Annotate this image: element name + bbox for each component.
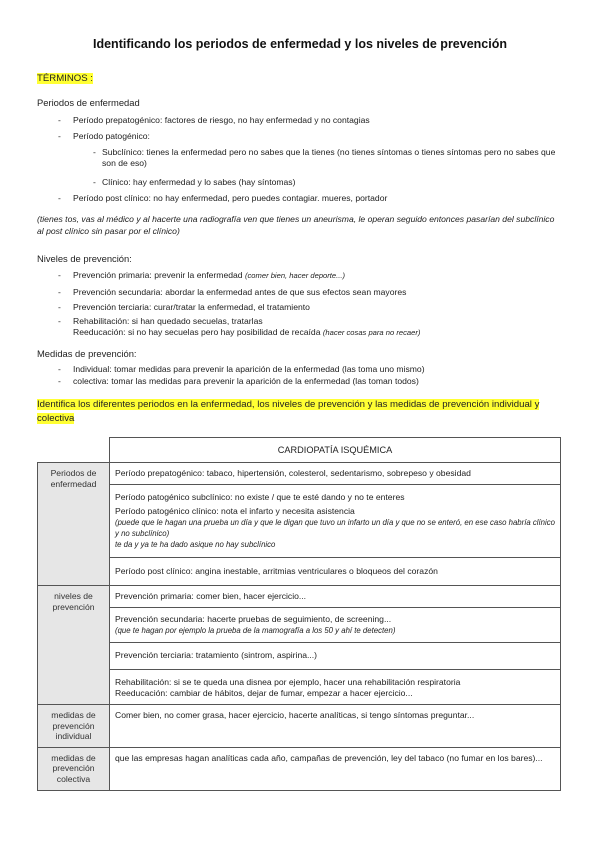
cell-pat-clinico: Período patogénico clínico: nota el infarto y necesita asistencia: [115, 506, 355, 516]
row-label-niveles: niveles de prevención: [38, 586, 110, 705]
cell-rehabilitacion: [110, 670, 561, 705]
bullet-dash: -: [58, 131, 61, 141]
periodo-patogenico: Período patogénico:: [73, 131, 150, 141]
periodos-heading: Periodos de enfermedad: [37, 97, 140, 108]
row-label-colectiva: medidas de prevención colectiva: [38, 747, 110, 791]
nivel-primaria: [73, 270, 345, 281]
table-header: CARDIOPATÍA ISQUÉMICA: [110, 438, 561, 463]
cell-pat-note1: (puede que le hagan una prueba un día y que le digan que tuvo un infarto un día y que no se enteró, en ese caso habría clínico y no subclínico): [115, 518, 555, 538]
cell-prepatogenico: Período prepatogénico: tabaco, hipertensión, colesterol, sedentarismo, sobrepeso y obesidad: [110, 463, 561, 485]
task-highlight: Identifica los diferentes periodos en la enfermedad, los niveles de prevención y las medidas de prevención individual y colectiva: [37, 399, 540, 424]
table-row: [38, 670, 561, 705]
nivel-reeducacion: [73, 327, 420, 338]
periodo-prepatogenico: Período prepatogénico: factores de riesgo, no hay enfermedad y no contagias: [73, 115, 370, 125]
periodo-subclinico: Subclínico: tienes la enfermedad pero no sabes que la tienes (no tienes síntomas o tienes síntomas pero no sabes que son de eso): [102, 147, 556, 168]
table-row: [38, 485, 561, 558]
row-label-individual: medidas de prevención individual: [38, 705, 110, 748]
bullet-dash: -: [58, 316, 61, 326]
cell-rehabilitacion-text: Rehabilitación: si se te queda una disnea por ejemplo, hacer una rehabilitación respiratoria: [115, 677, 461, 687]
table-row: [38, 705, 561, 748]
nivel-reeducacion-note: (hacer cosas para no recaer): [322, 328, 421, 337]
table-row: [38, 608, 561, 643]
nivel-terciaria: Prevención terciaria: curar/tratar la enfermedad, el tratamiento: [73, 302, 310, 312]
cell-secundaria-text: Prevención secundaria: hacerte pruebas de seguimiento, de screening...: [115, 614, 392, 624]
niveles-heading: Niveles de prevención:: [37, 253, 132, 264]
medida-individual: Individual: tomar medidas para prevenir la aparición de la enfermedad (las toma uno mismo): [73, 364, 425, 374]
medida-colectiva: colectiva: tomar las medidas para prevenir la aparición de la enfermedad (las toman todos): [73, 376, 419, 386]
cell-secundaria-note: (que te hagan por ejemplo la prueba de la mamografía a los 50 y ahí te detecten): [115, 626, 396, 635]
bullet-dash: -: [58, 302, 61, 312]
page-title: Identificando los periodos de enfermedad y los niveles de prevención: [93, 37, 507, 51]
table-row: [38, 463, 561, 485]
bullet-dash: -: [58, 193, 61, 203]
cell-patogenico: [110, 485, 561, 558]
bullet-dash: -: [58, 376, 61, 386]
bullet-dash: -: [58, 270, 61, 280]
aneurisma-note: (tienes tos, vas al médico y al hacerte una radiografía ven que tienes un aneurisma, le operan seguido entonces pasarían del subclínico al post clínico sin pasar por el clínico): [37, 214, 555, 236]
periodo-clinico: Clínico: hay enfermedad y lo sabes (hay síntomas): [102, 177, 296, 187]
bullet-dash: -: [58, 364, 61, 374]
bullet-dash: -: [93, 147, 96, 157]
terms-label: [37, 73, 93, 84]
table-header-row: [38, 438, 561, 463]
nivel-primaria-note: (comer bien, hacer deporte...): [244, 271, 346, 280]
nivel-secundaria: Prevención secundaria: abordar la enfermedad antes de que sus efectos sean mayores: [73, 287, 407, 297]
bullet-dash: -: [58, 115, 61, 125]
table-row: [38, 747, 561, 791]
medidas-heading: Medidas de prevención:: [37, 348, 137, 359]
cell-primaria: Prevención primaria: comer bien, hacer ejercicio...: [110, 586, 561, 608]
task-instruction: [37, 398, 577, 426]
cell-secundaria: [110, 608, 561, 643]
periodo-post-clinico: Período post clínico: no hay enfermedad, pero puedes contagiar. mueres, portador: [73, 193, 388, 203]
nivel-primaria-text: Prevención primaria: prevenir la enfermedad: [73, 270, 243, 280]
cell-pat-note2: te da y ya te ha dado asique no hay subclínico: [115, 540, 276, 549]
cell-terciaria: Prevención terciaria: tratamiento (sintrom, aspirina...): [110, 643, 561, 670]
bullet-dash: -: [93, 177, 96, 187]
terms-highlight: TÉRMINOS :: [37, 73, 93, 84]
table-row: [38, 586, 561, 608]
table-row: [38, 643, 561, 670]
cell-post-clinico: Período post clínico: angina inestable, arritmias ventriculares o bloqueos del corazón: [110, 558, 561, 586]
table-corner-cell: [38, 438, 110, 463]
nivel-reeducacion-text: Reeducación: si no hay secuelas pero hay posibilidad de recaída: [73, 327, 321, 337]
cardiopatia-table: [37, 437, 561, 791]
cell-reeducacion-text: Reeducación: cambiar de hábitos, dejar de fumar, empezar a hacer ejercicio...: [115, 688, 413, 698]
bullet-dash: -: [58, 287, 61, 297]
cell-pat-subclinico: Período patogénico subclínico: no existe / que te esté dando y no te enteres: [115, 492, 405, 502]
nivel-rehabilitacion: Rehabilitación: si han quedado secuelas, tratarlas: [73, 316, 263, 326]
cell-individual: Comer bien, no comer grasa, hacer ejercicio, hacerte analíticas, si tengo síntomas preguntar...: [110, 705, 561, 748]
cell-colectiva: que las empresas hagan analíticas cada año, campañas de prevención, ley del tabaco (no fumar en los bares)...: [110, 747, 561, 791]
table-row: [38, 558, 561, 586]
row-label-periodos: Periodos de enfermedad: [38, 463, 110, 586]
